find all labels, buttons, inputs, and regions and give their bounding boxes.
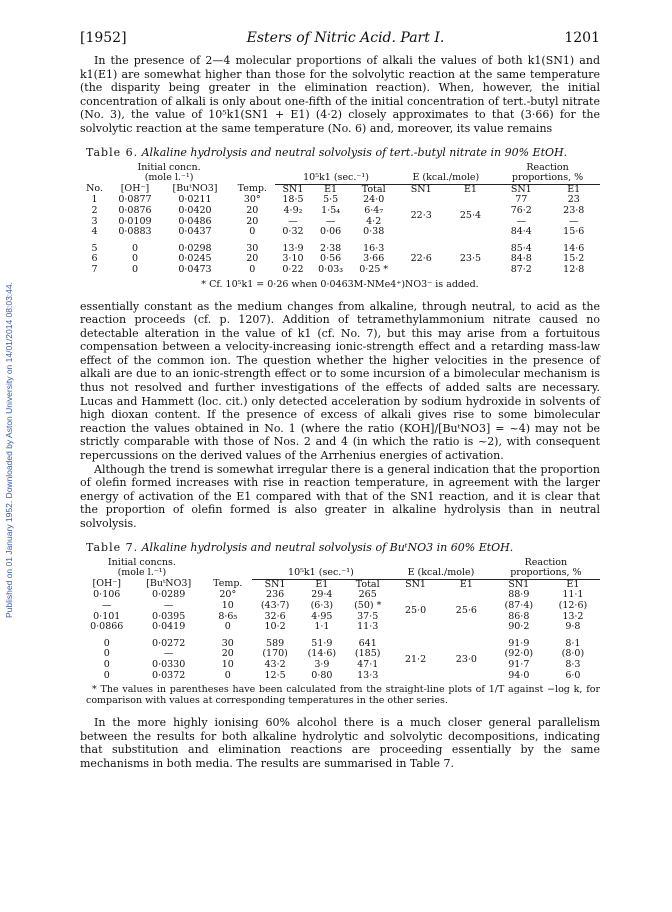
paragraph-4: In the more highly ionising 60% alcohol there is a much closer general parallelism between the results for both alkaline hydrolytic and solvolytic decompositions, indicating that substitution and elimination reactions are proceeding essentially by the same mechanisms in both media. The results are summarised in Table 7.	[80, 716, 600, 770]
table6-cell: 0·0876	[118, 204, 152, 216]
table6-cell: 5·5	[323, 194, 339, 206]
table6-cell: 6	[91, 253, 98, 265]
table6-cell: 76·2	[510, 204, 532, 216]
table6-cell: 87·2	[510, 263, 532, 275]
table7-col-header: SN1	[252, 579, 299, 590]
table7-cell: 0·0372	[152, 669, 186, 681]
table6-col-header: E1	[310, 184, 350, 195]
table6-label: Table 6.	[86, 145, 139, 159]
table7-cell: 47·1	[357, 658, 379, 670]
table6-cell: 4·2	[366, 215, 382, 227]
table7-head-rate: 10⁵k1 (sec.⁻¹)	[288, 567, 354, 579]
table6-cell: 0	[131, 253, 138, 265]
table7-col-header: SN1	[492, 579, 546, 590]
table7-cell: 94·0	[508, 669, 530, 681]
table6-col-header: SN1	[495, 184, 547, 195]
table6-cell: 2	[91, 204, 98, 216]
table7-cell: (14·6)	[307, 648, 337, 660]
download-watermark	[2, 60, 16, 840]
table7-cell: 0·0289	[152, 589, 186, 601]
table7-col-header: [OH⁻]	[92, 578, 121, 590]
table7-cell: —	[101, 599, 112, 611]
table7-cell: 13·2	[562, 610, 584, 622]
table7-head-proportions: proportions, %	[510, 567, 582, 579]
table6-col-header: SN1	[275, 184, 310, 195]
table7-cell: (87·4)	[504, 599, 534, 611]
table7-cell: 11·3	[357, 621, 379, 633]
table7-cell: (12·6)	[558, 599, 588, 611]
table7-cell: 0·0866	[90, 621, 124, 633]
table7-cell: 10	[221, 658, 234, 670]
table7-cell: 8·1	[565, 637, 581, 649]
table6-cell: —	[288, 215, 298, 227]
table7-cell: 30	[221, 637, 234, 649]
table-row	[80, 671, 600, 682]
table6-cell: 7	[91, 263, 98, 275]
table-row	[80, 206, 600, 217]
table6-blank	[80, 163, 109, 174]
table7-cell: (185)	[354, 648, 381, 660]
header-year: [1952]	[80, 30, 127, 46]
table7-cell: 20°	[219, 589, 237, 601]
table7-cell: 10·2	[264, 621, 286, 633]
table6-cell: 0·0420	[178, 204, 212, 216]
table6-col-header: SN1	[397, 184, 446, 195]
table7-col-header: E1	[546, 579, 600, 590]
table7-cell: 10	[221, 599, 234, 611]
table6-head-conc: Initial concn.	[137, 161, 201, 173]
table7-cell: 91·9	[508, 637, 530, 649]
table7-cell: 90·2	[508, 621, 530, 633]
table6-cell: 0·0109	[118, 215, 152, 227]
table7-cell: 91·7	[508, 658, 530, 670]
table6-cell: 4·9₂	[283, 204, 303, 216]
table6-blank	[229, 163, 275, 174]
table-row	[80, 622, 600, 633]
table6-cell: 0·0883	[118, 226, 152, 238]
table6-cell: 77	[515, 194, 528, 206]
table6-cell: —	[516, 215, 527, 227]
table7-cell: 8·6₅	[218, 610, 238, 622]
table6-cell: 0	[249, 263, 256, 275]
table7-label: Table 7.	[86, 540, 139, 554]
table6-col-header: Total	[351, 184, 397, 195]
table7-col-header: [BuᵗNO3]	[146, 578, 192, 590]
table7-energy-cell: 23·0	[455, 653, 477, 665]
table7-cell: 0	[103, 637, 110, 649]
table7-cell: 51·9	[311, 637, 333, 649]
table6-energy-cell: 23·5	[459, 253, 482, 265]
table7-col-header: E1	[298, 579, 345, 590]
table6-cell: —	[568, 215, 579, 227]
table6-cell: 30	[246, 242, 259, 254]
table6-cell: 5	[91, 242, 98, 254]
table7-energy-cell: 25·6	[455, 605, 477, 617]
table6-col-header: E1	[547, 184, 600, 195]
table6-cell: 0	[131, 242, 138, 254]
table7-caption	[86, 541, 600, 554]
table6-cell: 6·4₇	[364, 204, 384, 216]
table6-cell: 23	[567, 194, 580, 206]
table6-cell: 0·25 *	[359, 263, 389, 275]
table7-cell: (170)	[262, 648, 288, 660]
table7-cell: 86·8	[508, 610, 530, 622]
table7-cell: (92·0)	[504, 648, 534, 660]
paragraph-3: Although the trend is somewhat irregular there is a general indication that the proportion of olefin formed increases with rise in reaction temperature, in agreement with the larger energy of activation of the E1 compared with that of the SN1 reaction, and it is clear that the proportion of olefin formed is also greater in alkaline hydrolysis than in neutral solvolysis.	[80, 462, 600, 530]
table-row	[80, 660, 600, 671]
table7-cell: 0·0330	[152, 658, 186, 670]
table7-col-header: SN1	[390, 579, 441, 590]
table7-cell: 8·3	[565, 658, 581, 670]
table6-cell: 3·10	[282, 253, 304, 265]
table7-cell: 6·0	[565, 669, 581, 681]
table7-cell: 0	[224, 669, 231, 681]
table6-cell: 0·0245	[178, 253, 212, 265]
table6-cell: —	[325, 215, 336, 227]
table6-cell: 0·0877	[118, 194, 152, 206]
table7-title: Alkaline hydrolysis and neutral solvolysis of BuᵗNO3 in 60% EtOH.	[141, 540, 514, 554]
table6-col-header: Temp.	[237, 183, 267, 195]
table7-footnote: * The values in parentheses have been calculated from the straight-line plots of 1/T against −log k, for comparison with values at corresponding temperatures in the other series.	[86, 684, 600, 707]
table7-cell: (6·3)	[310, 599, 334, 611]
table7-col-header: Total	[345, 579, 390, 590]
table6-cell: 30°	[243, 194, 261, 206]
table7-energy-cell: 25·0	[404, 605, 427, 617]
table6-col-header: [OH⁻]	[120, 183, 150, 195]
table6-cell: 24·0	[363, 194, 385, 206]
table6-head-energy: E (kcal./mole)	[412, 172, 480, 184]
table6-title: Alkaline hydrolysis and neutral solvolysis of tert.-butyl nitrate in 90% EtOH.	[141, 145, 568, 159]
table7-cell: 3·9	[314, 658, 330, 670]
table6-cell: 85·4	[510, 242, 532, 254]
table7-cell: 0	[103, 658, 110, 670]
table7-cell: 29·4	[311, 589, 333, 601]
table6-cell: 0·0211	[178, 194, 212, 206]
table7-cell: 0·0395	[152, 610, 186, 622]
table7-cell: (8·0)	[561, 648, 585, 660]
table7-cell: 0	[103, 669, 110, 681]
table7-col-header: E1	[441, 579, 492, 590]
table6-cell: 84·4	[510, 226, 532, 238]
table6-col-header: No.	[86, 183, 103, 195]
table7-cell: 0·106	[93, 589, 121, 601]
table6-cell: 20	[246, 253, 259, 265]
table6-head-reaction: Reaction	[526, 161, 569, 173]
table7-cell: 0·101	[93, 610, 121, 622]
table-7	[80, 558, 600, 682]
table7-head-conc: Initial concns.	[107, 556, 176, 568]
table6-cell: 1·5₄	[321, 204, 341, 216]
running-header	[80, 30, 600, 46]
table6-header-row	[80, 173, 600, 184]
table7-cell: 0·0272	[152, 637, 186, 649]
table6-head-proportions: proportions, %	[511, 172, 584, 184]
table6-cell: 0	[249, 226, 256, 238]
table6-caption	[86, 146, 600, 159]
table7-head-conc-unit: (mole l.⁻¹)	[117, 567, 167, 579]
table6-cell: 0·38	[363, 226, 385, 238]
table6-cell: 14·6	[563, 242, 585, 254]
table7-blank	[204, 558, 252, 569]
table7-cell: 37·5	[357, 610, 379, 622]
table6-cell: 0·0437	[178, 226, 212, 238]
table6-cell: 23·8	[563, 204, 585, 216]
table7-cell: (43·7)	[260, 599, 290, 611]
table-row	[80, 601, 600, 612]
table6-cell: 0	[131, 263, 138, 275]
table7-cell: 12·5	[264, 669, 286, 681]
table6-head-conc-unit: (mole l.⁻¹)	[144, 172, 194, 184]
table7-cell: 0·0419	[152, 621, 186, 633]
table7-cell: 265	[358, 589, 377, 601]
table6-col-header: E1	[446, 184, 495, 195]
table7-cell: 0	[224, 621, 231, 633]
table6-cell: 0·0486	[178, 215, 212, 227]
table6-cell: 0·22	[282, 263, 304, 275]
table6-energy-cell: 25·4	[459, 210, 482, 222]
table6-cell: 0·06	[320, 226, 342, 238]
table6-col-header: [BuᵗNO3]	[172, 183, 218, 195]
paper-page	[80, 30, 600, 771]
table6-cell: 0·56	[320, 253, 342, 265]
table7-cell: 43·2	[264, 658, 286, 670]
table7-cell: —	[163, 648, 174, 660]
table7-cell: 236	[266, 589, 285, 601]
table6-cell: 4	[91, 226, 98, 238]
table7-cell: 20	[221, 648, 234, 660]
table6-cell: 15·2	[563, 253, 585, 265]
table7-cell: 13·3	[357, 669, 379, 681]
table6-cell: 3	[91, 215, 98, 227]
table-row	[80, 265, 600, 276]
table6-cell: 15·6	[563, 226, 585, 238]
header-title: Esters of Nitric Acid. Part I.	[246, 30, 445, 46]
table6-head-rate: 10⁵k1 (sec.⁻¹)	[303, 172, 369, 184]
table7-cell: 11·1	[562, 589, 584, 601]
table7-cell: 32·6	[264, 610, 286, 622]
table7-col-header: Temp.	[213, 578, 243, 590]
table-6	[80, 163, 600, 276]
table7-energy-cell: 21·2	[404, 653, 427, 665]
table7-cell: 1·1	[314, 621, 330, 633]
table7-cell: 4·95	[311, 610, 333, 622]
paragraph-2: essentially constant as the medium changes from alkaline, through neutral, to acid as the reaction proceeds (cf. p. 1207). Addition of tetramethylammonium nitrate caused no detectable alteration in the value of k1 (cf. No. 7), but this may arise from a fortuitous compensation between a velocity-increasing ionic-strength effect and a retarding mass-law effect of the common ion. The question whether the higher velocities in the presence of alkali are due to an ionic-strength effect or to some incursion of a bimolecular mechanism is thus not resolved and further investigations of the effects of added salts are necessary. Lucas and Hammett (loc. cit.) only detected acceleration by sodium hydroxide in solvents of high dioxan content. If the presence of excess of alkali gives rise to some bimolecular reaction the values obtained in No. 1 (where the ratio (KOH]/[BuᵗNO3] = ~4) may not be strictly comparable with those of Nos. 2 and 4 (in which the ratio is ~2), with consequent repercussions on the derived values of the Arrhenius energies of activation.	[80, 299, 600, 463]
table6-energy-cell: 22·3	[410, 210, 432, 222]
table6-cell: 20	[246, 204, 259, 216]
table6-cell: 16·3	[363, 242, 385, 254]
table6-cell: 13·9	[282, 242, 304, 254]
table6-cell: 3·66	[363, 253, 385, 265]
table7-cell: 9·8	[565, 621, 581, 633]
table6-cell: 18·5	[282, 194, 304, 206]
table7-cell: —	[163, 599, 174, 611]
table6-cell: 2·38	[320, 242, 342, 254]
table6-cell: 84·8	[510, 253, 532, 265]
table-row	[80, 227, 600, 238]
watermark-text: Published on 01 January 1952. Downloaded by Aston University on 14/01/2014 08:03:44.	[4, 282, 14, 618]
table7-cell: 0	[103, 648, 110, 660]
table7-cell: 641	[358, 637, 377, 649]
table6-cell: 0·0298	[178, 242, 212, 254]
table7-head-reaction: Reaction	[524, 556, 568, 568]
paragraph-1: In the presence of 2—4 molecular proportions of alkali the values of both k1(SN1) and k1(E1) are somewhat higher than those for the solvolytic reaction at the same temperature (the disparity being greater in the elimination reaction). When, however, the initial concentration of alkali is only about one-fifth of the initial concentration of tert.-butyl nitrate (No. 3), the value of 10⁵k1(SN1 + E1) (4·2) closely approximates to that (3·66) for the solvolytic reaction at the same temperature (No. 6) and, moreover, its value remains	[80, 54, 600, 135]
table6-cell: 0·0473	[178, 263, 212, 275]
table6-cell: 20	[246, 215, 259, 227]
table6-energy-cell: 22·6	[410, 253, 432, 265]
table7-cell: 589	[266, 637, 285, 649]
table6-cell: 1	[91, 194, 98, 206]
table7-cell: (50) *	[354, 599, 382, 611]
table7-cell: 0·80	[311, 669, 333, 681]
table7-head-energy: E (kcal./mole)	[407, 567, 475, 579]
table6-cell: 12·8	[563, 263, 585, 275]
table6-cell: 0·03₃	[318, 263, 344, 275]
table7-cell: 88·9	[508, 589, 530, 601]
page-number: 1201	[564, 30, 600, 46]
table6-cell: 0·32	[282, 226, 304, 238]
table6-footnote: * Cf. 10⁵k1 = 0·26 when 0·0463M-NMe4⁺)NO3⁻ is added.	[201, 278, 479, 290]
